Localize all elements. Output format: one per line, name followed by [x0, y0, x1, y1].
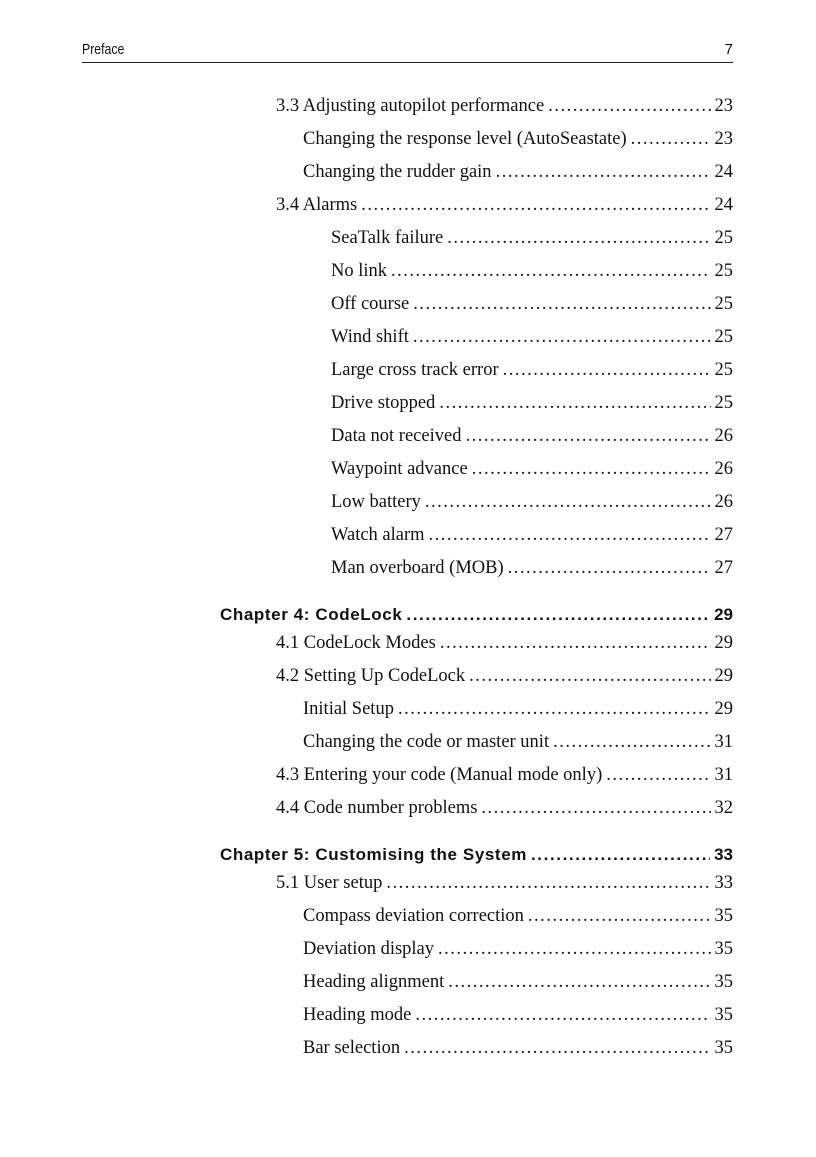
- toc-entry-title: Drive stopped: [331, 393, 436, 413]
- dot-leader: [553, 732, 710, 753]
- toc-entry-title: Chapter 4: CodeLock: [220, 605, 403, 624]
- toc-entry: [331, 261, 733, 282]
- toc-entry-title: Watch alarm: [331, 525, 425, 545]
- dot-leader: [631, 129, 711, 150]
- toc-entry-page: 29: [714, 699, 733, 719]
- toc-entry-page: 33: [714, 873, 733, 893]
- toc-entry-page: 35: [714, 939, 733, 959]
- dot-leader: [528, 906, 711, 927]
- toc-entry: [331, 525, 733, 546]
- toc-entry-page: 25: [714, 360, 733, 380]
- toc-entry-page: 25: [714, 261, 733, 281]
- dot-leader: [440, 633, 711, 654]
- toc-entry-page: 35: [714, 1005, 733, 1025]
- toc-entry-title: Man overboard (MOB): [331, 558, 504, 578]
- toc-entry: [331, 558, 733, 579]
- toc-chapter-entry: [220, 605, 733, 625]
- dot-leader: [503, 360, 711, 381]
- toc-entry-page: 25: [714, 393, 733, 413]
- dot-leader: [415, 1005, 710, 1026]
- toc-entry: [303, 732, 733, 753]
- toc-entry-page: 23: [714, 96, 733, 116]
- toc-entry-title: 4.2 Setting Up CodeLock: [276, 666, 466, 686]
- toc-entry-page: 35: [714, 1038, 733, 1058]
- toc-entry: [331, 228, 733, 249]
- toc-entry-page: 23: [714, 129, 733, 149]
- toc-entry-title: Compass deviation correction: [303, 906, 524, 926]
- header-page-number: 7: [724, 41, 733, 58]
- toc-entry-title: 4.4 Code number problems: [276, 798, 478, 818]
- dot-leader: [481, 798, 710, 819]
- dot-leader: [429, 525, 711, 546]
- toc-entry-page: 26: [714, 459, 733, 479]
- dot-leader: [406, 605, 710, 625]
- toc-chapter-entry: [220, 845, 733, 865]
- toc-entry-title: SeaTalk failure: [331, 228, 444, 248]
- dot-leader: [391, 261, 710, 282]
- dot-leader: [413, 294, 710, 315]
- toc-entry-page: 35: [714, 906, 733, 926]
- header-section-title: Preface: [82, 41, 125, 58]
- dot-leader: [447, 228, 710, 249]
- toc-entry: [303, 129, 733, 150]
- dot-leader: [413, 327, 711, 348]
- dot-leader: [508, 558, 711, 579]
- dot-leader: [425, 492, 711, 513]
- dot-leader: [472, 459, 711, 480]
- toc-entry: [276, 96, 733, 117]
- toc-entry-page: 29: [714, 633, 733, 653]
- toc-entry-title: 5.1 User setup: [276, 873, 383, 893]
- toc-entry-page: 29: [714, 666, 733, 686]
- toc-entry-title: Data not received: [331, 426, 462, 446]
- toc-entry: [276, 873, 733, 894]
- toc-entry-page: 27: [714, 558, 733, 578]
- toc-entry-title: Changing the response level (AutoSeastate): [303, 129, 627, 149]
- toc-entry-page: 25: [714, 327, 733, 347]
- toc-entry-page: 24: [714, 162, 733, 182]
- toc-entry: [331, 360, 733, 381]
- toc-entry-page: 31: [714, 765, 733, 785]
- toc-entry-title: Heading alignment: [303, 972, 445, 992]
- toc-entry: [276, 633, 733, 654]
- toc-entry-page: 35: [714, 972, 733, 992]
- toc-entry: [303, 972, 733, 993]
- toc-entry: [303, 1038, 733, 1059]
- toc-entry-title: Chapter 5: Customising the System: [220, 845, 527, 864]
- toc-entry: [276, 765, 733, 786]
- toc-entry-page: 25: [714, 228, 733, 248]
- dot-leader: [465, 426, 710, 447]
- toc-entry: [331, 327, 733, 348]
- toc-entry-title: No link: [331, 261, 388, 281]
- toc-entry-title: Off course: [331, 294, 410, 314]
- toc-entry: [303, 699, 733, 720]
- toc-entry-page: 29: [714, 605, 733, 624]
- toc-entry-title: Initial Setup: [303, 699, 394, 719]
- toc-entry: [276, 798, 733, 819]
- dot-leader: [438, 939, 710, 960]
- dot-leader: [448, 972, 710, 993]
- toc-entry: [331, 294, 733, 315]
- toc-entry-title: Low battery: [331, 492, 421, 512]
- page-header: [82, 38, 733, 63]
- toc-entry-title: Wind shift: [331, 327, 409, 347]
- toc-entry-page: 27: [714, 525, 733, 545]
- toc-entry-page: 25: [714, 294, 733, 314]
- toc-entry: [303, 939, 733, 960]
- toc-entry-title: Bar selection: [303, 1038, 401, 1058]
- toc-entry-title: Heading mode: [303, 1005, 412, 1025]
- toc-entry-title: Large cross track error: [331, 360, 499, 380]
- toc-entry-title: 3.4 Alarms: [276, 195, 358, 215]
- toc-entry: [331, 393, 733, 414]
- dot-leader: [606, 765, 710, 786]
- dot-leader: [404, 1038, 710, 1059]
- toc-entry-page: 26: [714, 492, 733, 512]
- toc-entry-title: Deviation display: [303, 939, 435, 959]
- toc-entry: [276, 195, 733, 216]
- toc-entry-title: Changing the code or master unit: [303, 732, 550, 752]
- toc-entry: [331, 459, 733, 480]
- toc-entry: [303, 162, 733, 183]
- toc-entry-page: 33: [714, 845, 733, 864]
- dot-leader: [496, 162, 711, 183]
- dot-leader: [386, 873, 710, 894]
- dot-leader: [531, 845, 710, 865]
- dot-leader: [361, 195, 710, 216]
- toc-entry-page: 26: [714, 426, 733, 446]
- toc-entry: [303, 1005, 733, 1026]
- toc-entry-title: 3.3 Adjusting autopilot performance: [276, 96, 545, 116]
- toc-entry-title: Changing the rudder gain: [303, 162, 492, 182]
- toc-entry: [303, 906, 733, 927]
- toc-entry-page: 32: [714, 798, 733, 818]
- dot-leader: [398, 699, 711, 720]
- dot-leader: [548, 96, 710, 117]
- toc-entry-page: 31: [714, 732, 733, 752]
- toc-entry-title: Waypoint advance: [331, 459, 468, 479]
- toc-entry-title: 4.3 Entering your code (Manual mode only): [276, 765, 603, 785]
- dot-leader: [469, 666, 710, 687]
- toc-entry: [331, 426, 733, 447]
- toc-entry: [331, 492, 733, 513]
- toc-entry-title: 4.1 CodeLock Modes: [276, 633, 436, 653]
- dot-leader: [439, 393, 710, 414]
- toc-entry: [276, 666, 733, 687]
- toc-entry-page: 24: [714, 195, 733, 215]
